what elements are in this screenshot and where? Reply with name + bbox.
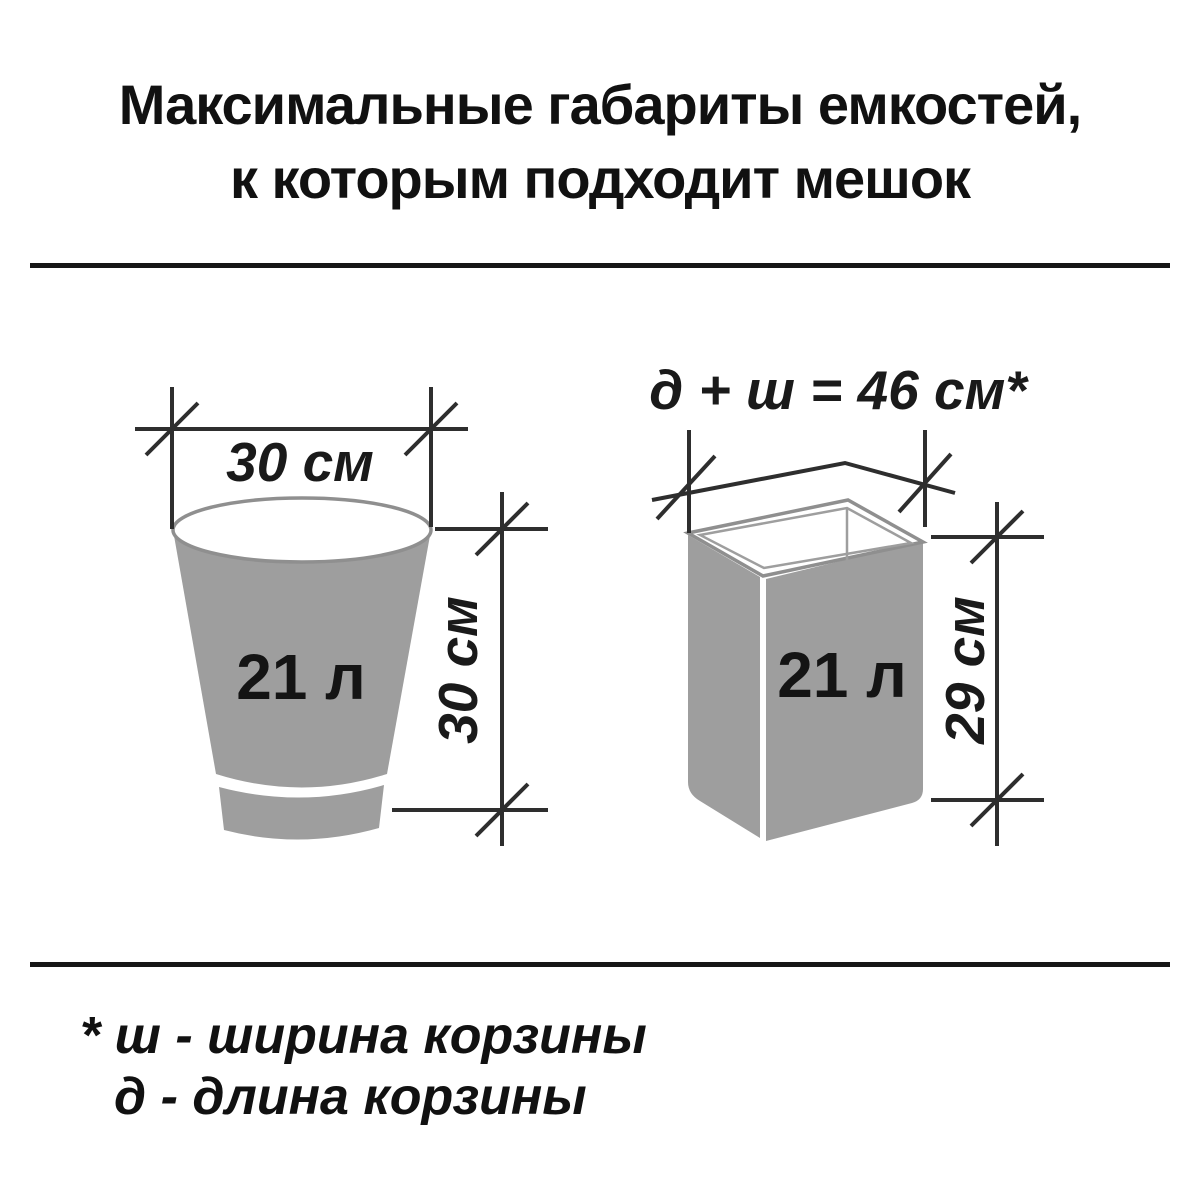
tick-slash bbox=[657, 456, 715, 519]
footnote bbox=[80, 1006, 647, 1128]
title-line-2: к которым подходит мешок bbox=[229, 147, 971, 210]
basket-volume-label: 21 л bbox=[777, 639, 907, 711]
bucket-rim-ellipse bbox=[173, 498, 431, 562]
basket-formula-label: д + ш = 46 см* bbox=[649, 359, 1027, 421]
footnote-line-1: * ш - ширина корзины bbox=[80, 1007, 647, 1065]
basket-left-face bbox=[688, 535, 760, 838]
dimension-line bbox=[652, 463, 955, 500]
basket-height-label: 29 см bbox=[934, 596, 996, 744]
bucket-volume-label: 21 л bbox=[236, 641, 366, 713]
basket-height-dimension bbox=[931, 502, 1044, 846]
title-line-1: Максимальные габариты емкостей, bbox=[118, 73, 1082, 136]
bucket-width-label: 30 см bbox=[226, 431, 374, 493]
basket-figure bbox=[688, 500, 923, 841]
footnote-line-2: д - длина корзины bbox=[114, 1068, 587, 1126]
bottom-divider bbox=[30, 962, 1170, 967]
bucket-base bbox=[219, 785, 384, 840]
bucket-height-label: 30 см bbox=[427, 596, 489, 744]
bucket-figure bbox=[173, 498, 431, 840]
